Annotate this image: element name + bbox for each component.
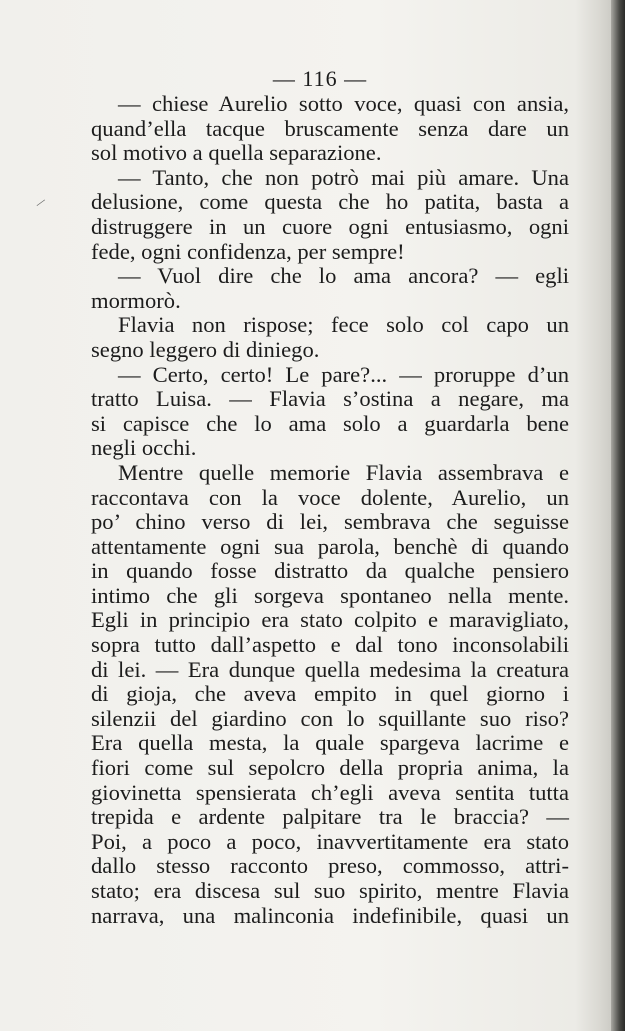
body-text xyxy=(91,92,569,928)
text-line: distruggere in un cuore ogni entusiasmo, ogni xyxy=(91,213,569,239)
text-line: segno leggero di diniego. xyxy=(91,336,320,362)
page-number: — 116 — xyxy=(272,66,368,91)
text-line: raccontava con la voce dolente, Aurelio, un xyxy=(91,484,569,510)
text-line: Poi, a poco a poco, inavvertitamente era stato xyxy=(91,828,569,854)
text-line: narrava, una malinconia indefinibile, quasi un xyxy=(91,902,569,928)
text-line: sol motivo a quella separazione. xyxy=(91,140,382,166)
text-line: tratto Luisa. — Flavia s’ostina a negare, ma xyxy=(91,386,569,412)
text-line: intimo che gli sorgeva spontaneo nella mente. xyxy=(91,582,569,608)
stray-mark: / xyxy=(34,196,47,211)
text-line: si capisce che lo ama solo a guardarla bene xyxy=(91,410,569,436)
text-line: Flavia non rispose; fece solo col capo un xyxy=(118,312,569,338)
text-line: dallo stesso racconto preso, commosso, attri- xyxy=(91,853,569,879)
text-line: delusione, come questa che ho patita, basta a xyxy=(91,189,569,215)
text-line: Era quella mesta, la quale spargeva lacrime e xyxy=(91,730,569,756)
text-line: mormorò. xyxy=(91,287,181,313)
text-line: negli occhi. xyxy=(91,435,197,461)
text-line: Egli in principio era stato colpito e maravigliato, xyxy=(91,607,569,633)
text-line: trepida e ardente palpitare tra le braccia? — xyxy=(91,804,569,830)
text-line: Mentre quelle memorie Flavia assembrava e xyxy=(118,459,569,485)
text-line: fiori come sul sepolcro della propria anima, la xyxy=(91,755,569,781)
text-line: stato; era discesa sul suo spirito, mentre Flavia xyxy=(91,878,569,903)
text-line: po’ chino verso di lei, sembrava che seguisse xyxy=(91,509,569,535)
text-line: quand’ella tacque bruscamente senza dare un xyxy=(91,115,569,141)
text-line: in quando fosse distratto da qualche pensiero xyxy=(91,558,569,584)
text-line: — Certo, certo! Le pare?... — proruppe d’un xyxy=(118,361,569,387)
text-line: — Vuol dire che lo ama ancora? — egli xyxy=(118,263,569,289)
text-line: attentamente ogni sua parola, benchè di quando xyxy=(91,533,569,559)
text-line: — chiese Aurelio sotto voce, quasi con ansia, xyxy=(118,91,569,116)
text-line: silenzii del giardino con lo squillante suo riso? xyxy=(91,705,569,731)
text-line: di lei. — Era dunque quella medesima la creatura xyxy=(91,656,569,682)
page-edge-shadow xyxy=(611,0,625,1031)
text-line: fede, ogni confidenza, per sempre! xyxy=(91,238,405,264)
text-line: giovinetta spensierata ch’egli aveva sentita tutta xyxy=(91,779,569,805)
text-line: sopra tutto dall’aspetto e dal tono inconsolabili xyxy=(91,632,569,658)
text-line: — Tanto, che non potrò mai più amare. Una xyxy=(118,164,569,190)
text-line: di gioja, che aveva empito in quel giorno i xyxy=(91,681,569,707)
